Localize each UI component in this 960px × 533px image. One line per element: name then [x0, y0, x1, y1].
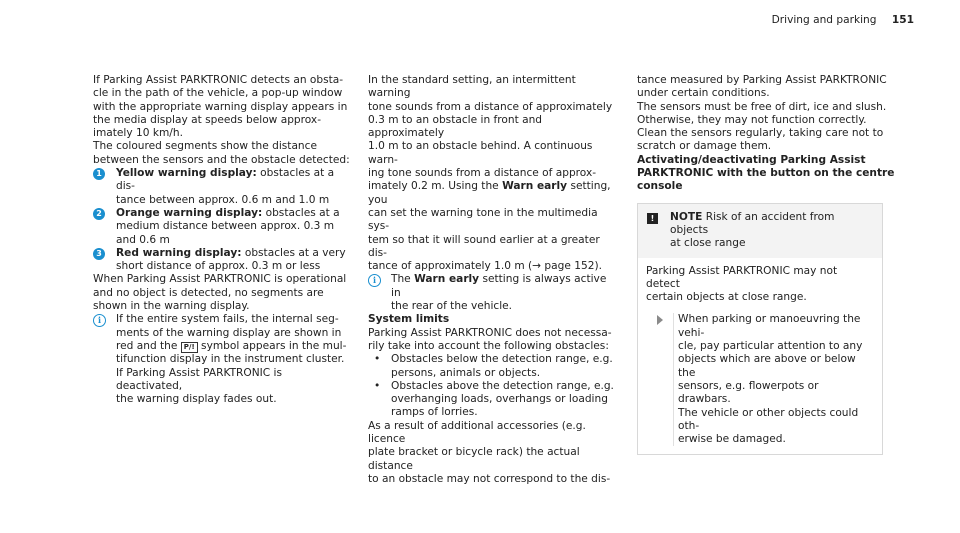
warning-icon: ! [647, 213, 658, 224]
list-item: 3 Red warning display: obstacles at a very short distance of approx. 0.3 m or less [93, 247, 351, 274]
number-badge: 3 [93, 248, 105, 260]
column-3 [637, 74, 897, 455]
paragraph: If Parking Assist PARKTRONIC detects an obsta- cle in the path of the vehicle, a pop-up window with the appropriate warning display appears in the media display at speeds below approx- imately 10 km/h. [93, 74, 348, 140]
column-1 [93, 74, 351, 406]
paragraph: When Parking Assist PARKTRONIC is operational and no object is detected, no segments are shown in the warning display. [93, 273, 347, 313]
paragraph: tance measured by Parking Assist PARKTRONIC under certain conditions. [637, 74, 887, 100]
page-number: 151 [891, 14, 914, 26]
list-item: 1 Yellow warning display: obstacles at a dis- tance between approx. 0.6 m and 1.0 m [93, 167, 351, 207]
number-badge: 1 [93, 168, 105, 180]
list-item: • Obstacles below the detection range, e.g. persons, animals or objects. [368, 353, 618, 380]
parking-warning-symbol: P/! [181, 342, 198, 353]
list-item: • Obstacles above the detection range, e.g. overhanging loads, overhangs or loading ramps of lorries. [368, 380, 618, 420]
paragraph: In the standard setting, an intermittent warning tone sounds from a distance of approximately 0.3 m to an obstacle in front and approximately 1.0 m to an obstacle behind. A continuous warn- ing tone sounds from a distance of approx- imately 0.2 m. Using the Warn early setting, you can set the warning tone in the multimedia sys- tem so that it will sound earlier at a greater dis- tance of approximately 1.0 m (→ page 152). [368, 74, 613, 273]
page-header [772, 14, 914, 27]
paragraph: The sensors must be free of dirt, ice and slush. Otherwise, they may not function correctly. Clean the sensors regularly, taking care not to scratch or damage them. [637, 100, 887, 153]
arrow-icon [657, 315, 663, 325]
section-title: Driving and parking [771, 14, 877, 26]
list-item: 2 Orange warning display: obstacles at a medium distance between approx. 0.3 m and 0.6 m [93, 207, 351, 247]
warning-body [638, 258, 882, 455]
info-icon: i [368, 274, 381, 287]
divider [673, 313, 674, 446]
info-note: i The Warn early setting is always active in the rear of the vehicle. [368, 273, 618, 313]
paragraph: The coloured segments show the distance between the sensors and the obstacle detected: [93, 140, 350, 166]
paragraph: As a result of additional accessories (e.g. licence plate bracket or bicycle rack) the actual distance to an obstacle may not correspond to the dis- [368, 419, 611, 485]
column-2 [368, 74, 618, 486]
section-heading: System limits [368, 313, 450, 326]
warning-header: ! NOTE Risk of an accident from objects at close range [638, 204, 882, 258]
info-icon: i [93, 314, 106, 327]
paragraph: Parking Assist PARKTRONIC does not necessa- rily take into account the following obstacles: [368, 326, 612, 352]
section-heading: Activating/deactivating Parking Assist PARKTRONIC with the button on the centre console [637, 153, 895, 193]
instruction-step: When parking or manoeuvring the vehi- cle, pay particular attention to any objects which are above or below the sensors, e.g. flowerpots or drawbars. The vehicle or other objects could oth- erwise be damaged. [646, 313, 874, 446]
warning-box [637, 203, 883, 456]
info-note: i If the entire system fails, the internal seg- ments of the warning display are shown in red and the P/! symbol appears in the mul- tifunction display in the instrument cluster. If Parking Assist PARKTRONIC is deactivated, the warning display fades out. [93, 313, 351, 406]
bullet-list [368, 353, 618, 419]
paragraph: Parking Assist PARKTRONIC may not detect certain objects at close range. [646, 264, 838, 304]
warning-label: NOTE [670, 210, 703, 223]
number-badge: 2 [93, 208, 105, 220]
